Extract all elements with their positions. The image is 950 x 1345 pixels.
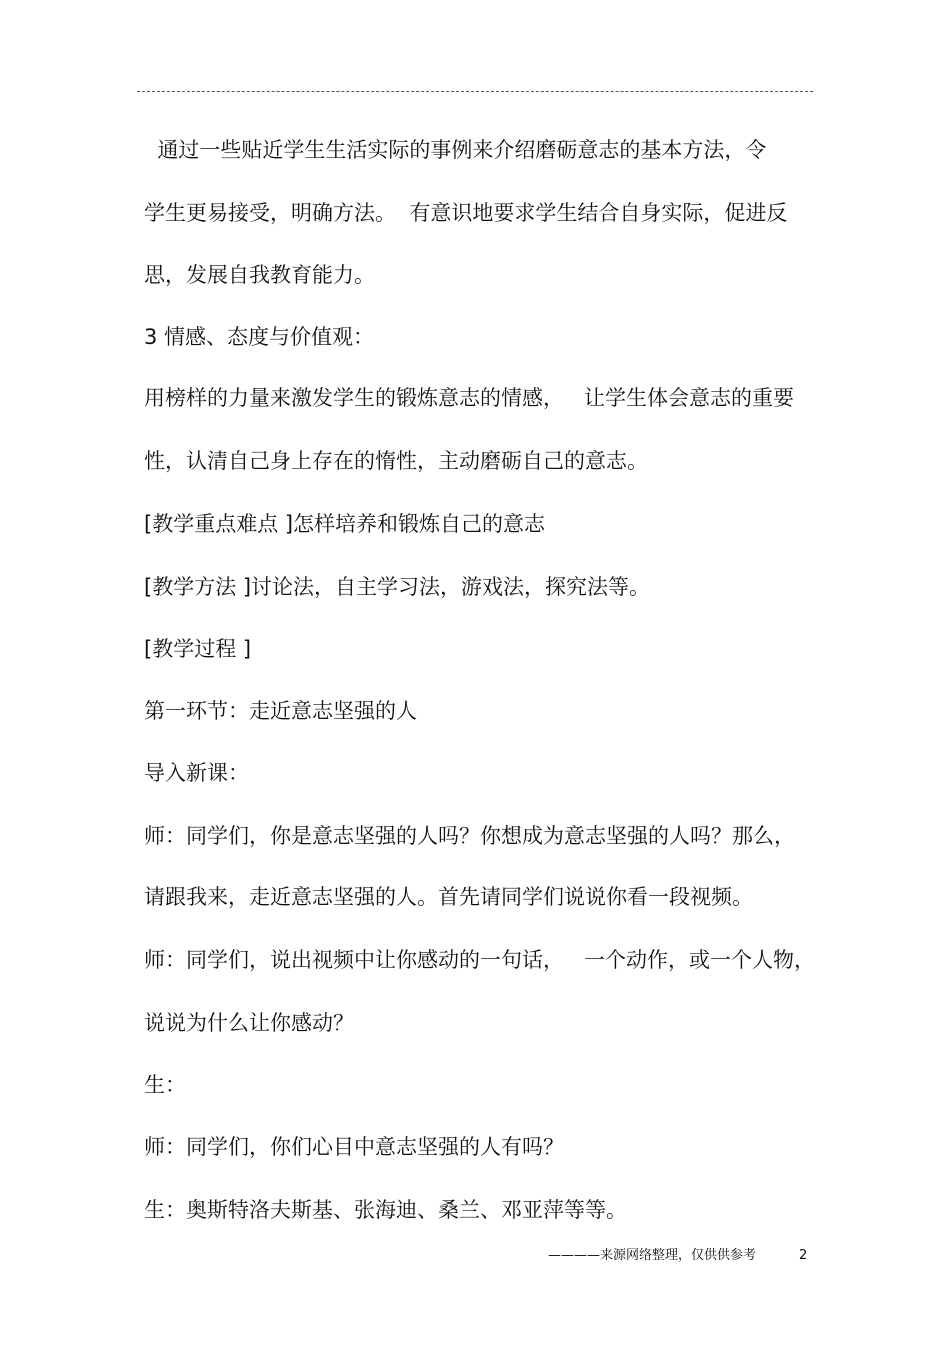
- page-number: 2: [799, 1248, 808, 1263]
- text-line-6: 性，认清自己身上存在的惰性，主动磨砺自己的意志。: [144, 449, 648, 473]
- dialogue-student-1: 生：: [144, 1073, 186, 1097]
- dialogue-teacher-1a: 师：同学们，你是意志坚强的人吗？你想成为意志坚强的人吗？那么，: [144, 824, 795, 848]
- text-line-5: 用榜样的力量来激发学生的锻炼意志的情感， 让学生体会意志的重要: [144, 386, 795, 410]
- intro-heading: 导入新课：: [144, 761, 249, 785]
- header-rule: [137, 91, 813, 92]
- text-line-3: 思，发展自我教育能力。: [144, 263, 375, 287]
- dialogue-teacher-3: 师：同学们，你们心目中意志坚强的人有吗？: [144, 1135, 564, 1159]
- dialogue-teacher-2a: 师：同学们，说出视频中让你感动的一句话， 一个动作，或一个人物，: [144, 948, 816, 972]
- dialogue-teacher-2b: 说说为什么让你感动？: [144, 1011, 354, 1035]
- footer-source-note: ————来源网络整理，仅供供参考: [548, 1248, 757, 1263]
- dialogue-teacher-1b: 请跟我来，走近意志坚强的人。首先请同学们说说你看一段视频。: [144, 885, 753, 909]
- teaching-methods: [教学方法 ]讨论法，自主学习法，游戏法，探究法等。: [144, 575, 651, 599]
- stage-one-heading: 第一环节：走近意志坚强的人: [144, 699, 417, 723]
- text-line-2: 学生更易接受，明确方法。 有意识地要求学生结合自身实际，促进反: [144, 201, 788, 225]
- text-line-1: 通过一些贴近学生生活实际的事例来介绍磨砺意志的基本方法，令: [144, 138, 767, 162]
- teaching-process-heading: [教学过程 ]: [144, 637, 252, 661]
- section-heading-emotion: 3 情感、态度与价值观：: [144, 325, 375, 349]
- dialogue-student-2: 生：奥斯特洛夫斯基、张海迪、桑兰、邓亚萍等等。: [144, 1198, 627, 1222]
- teaching-key-points: [教学重点难点 ]怎样培养和锻炼自己的意志: [144, 512, 546, 536]
